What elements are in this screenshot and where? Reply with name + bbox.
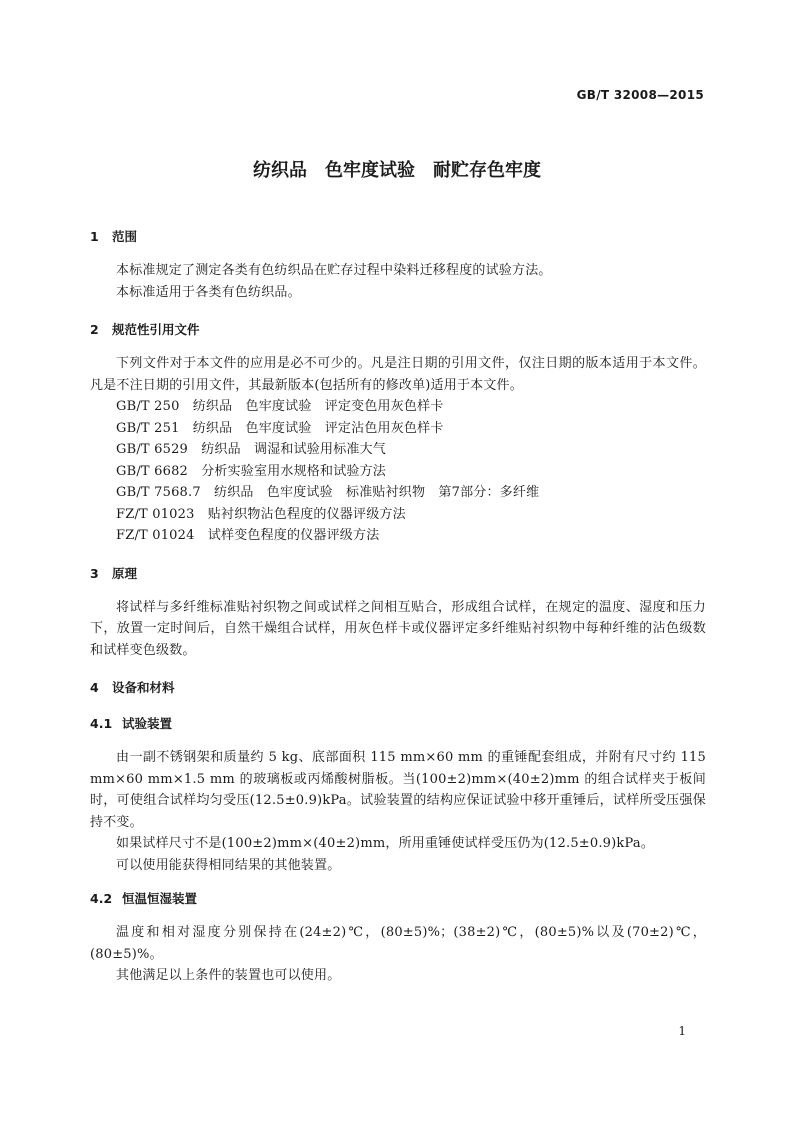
reference-item: GB/T 6682 分析实验室用水规格和试验方法: [116, 463, 387, 479]
document-title: 纺织品 色牢度试验 耐贮存色牢度: [253, 160, 541, 181]
paragraph: 由一副不锈钢架和质量约 5 kg、底部面积 115 mm×60 mm 的重锤配套组成，并附有尺寸约 115 mm×60 mm×1.5 mm 的玻璃板或丙烯酸树脂板。当(100±2)mm×(40±2)mm 的组合试样夹于板间时，可使组合试样均匀受压(12.5±0.9)kPa。试验装置的结构应保证试验中移开重锤后，试样所受压强保持不变。: [90, 750, 706, 830]
reference-item: FZ/T 01024 试样变色程度的仪器评级方法: [116, 528, 380, 543]
section-number: 3: [90, 565, 99, 581]
section-number: 1: [90, 229, 99, 244]
section-heading-equipment: [90, 675, 706, 701]
paragraph: 本标准规定了测定各类有色纺织品在贮存过程中染料迁移程度的试验方法。: [116, 263, 552, 278]
paragraph: 下列文件对于本文件的应用是必不可少的。凡是注日期的引用文件，仅注日期的版本适用于本文件。凡是不注日期的引用文件，其最新版本(包括所有的修改单)适用于本文件。: [90, 356, 706, 393]
section-number: 2: [90, 322, 99, 337]
section-heading-principle: [90, 561, 706, 587]
reference-item: GB/T 7568.7 纺织品 色牢度试验 标准贴衬织物 第7部分：多纤维: [116, 485, 540, 500]
subsection-heading-chamber: [90, 886, 706, 912]
section-number: 4: [90, 680, 99, 695]
section-title: 原理: [112, 565, 138, 581]
reference-item: GB/T 251 纺织品 色牢度试验 评定沾色用灰色样卡: [116, 420, 444, 436]
reference-item: GB/T 6529 纺织品 调湿和试验用标准大气: [116, 442, 387, 457]
subsection-title: 试验装置: [122, 716, 173, 731]
paragraph: 温度和相对湿度分别保持在(24±2)℃，(80±5)%；(38±2)℃，(80±5)%以及(70±2)℃，(80±5)%。: [90, 925, 706, 962]
reference-item: GB/T 250 纺织品 色牢度试验 评定变色用灰色样卡: [116, 399, 444, 414]
subsection-heading-apparatus: [90, 711, 706, 737]
reference-item: FZ/T 01023 贴衬织物沾色程度的仪器评级方法: [116, 506, 406, 522]
document-body: [90, 224, 706, 987]
subsection-number: 4.1: [90, 716, 113, 731]
paragraph: 可以使用能获得相同结果的其他装置。: [116, 857, 341, 873]
subsection-number: 4.2: [90, 891, 113, 906]
section-heading-normative-refs: [90, 317, 706, 343]
section-heading-scope: [90, 224, 706, 250]
standard-code: GB/T 32008—2015: [576, 88, 704, 102]
paragraph: 本标准适用于各类有色纺织品。: [116, 284, 301, 300]
section-title: 规范性引用文件: [112, 322, 200, 337]
paragraph: 其他满足以上条件的装置也可以使用。: [116, 968, 341, 983]
paragraph: 将试样与多纤维标准贴衬织物之间或试样之间相互贴合，形成组合试样，在规定的温度、湿度和压力下，放置一定时间后，自然干燥组合试样，用灰色样卡或仪器评定多纤维贴衬织物中每种纤维的沾色级数和试样变色级数。: [90, 599, 706, 658]
page-number: 1: [678, 1024, 686, 1038]
section-title: 设备和材料: [112, 680, 175, 695]
subsection-title: 恒温恒湿装置: [122, 891, 198, 906]
section-title: 范围: [112, 229, 138, 244]
paragraph: 如果试样尺寸不是(100±2)mm×(40±2)mm，所用重锤使试样受压仍为(12.5±0.9)kPa。: [116, 836, 655, 851]
